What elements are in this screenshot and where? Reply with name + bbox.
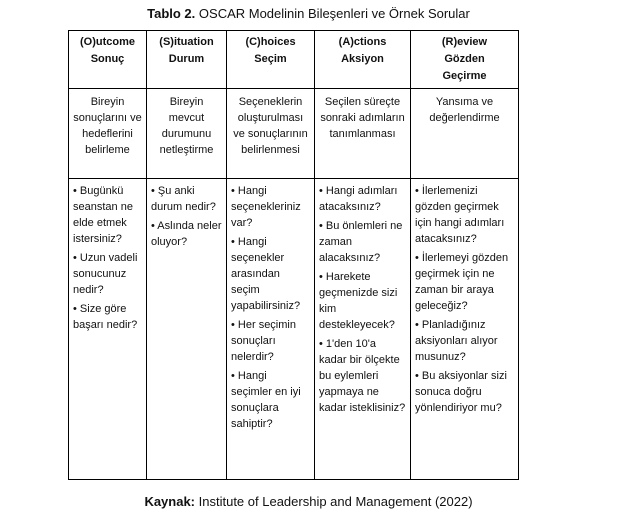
description-actions: Seçilen süreçte sonraki adımların tanımlanması: [315, 89, 411, 179]
description-outcome: Bireyin sonuçlarını ve hedeflerini belirleme: [69, 89, 147, 179]
header-actions-tr: Aksiyon: [341, 53, 384, 65]
description-review: Yansıma ve değerlendirme: [411, 89, 519, 179]
header-situation-tr: Durum: [168, 53, 205, 65]
question-item: • Hangi seçenekler arasından seçim yapabilirsiniz?: [231, 236, 301, 312]
header-choices-tr: Seçim: [254, 53, 287, 65]
question-item: • Harekete geçmenizde sizi kim destekleyecek?: [319, 271, 398, 331]
header-actions: [315, 31, 411, 89]
question-item: • Hangi seçimler en iyi sonuçlara sahiptir?: [231, 370, 301, 430]
header-situation: [147, 31, 227, 89]
header-review: [411, 31, 519, 89]
question-item: • 1'den 10'a kadar bir ölçekte bu eylemleri yapmaya ne kadar isteklisiniz?: [319, 338, 406, 414]
questions-choices: [227, 179, 315, 480]
question-item: • İlerlemenizi gözden geçirmek için hangi adımları atacaksınız?: [415, 185, 505, 245]
question-item: • Her seçimin sonuçları nelerdir?: [231, 319, 296, 363]
header-review-tr-1: Gözden: [444, 53, 485, 65]
questions-outcome: [69, 179, 147, 480]
table-source: [0, 494, 617, 510]
header-outcome: [69, 31, 147, 89]
header-actions-en: (A)ctions: [338, 36, 387, 48]
table-source-text: Institute of Leadership and Management (2022): [198, 494, 473, 509]
question-item: • Bugünkü seanstan ne elde etmek istersiniz?: [73, 185, 133, 245]
header-review-tr-2: Geçirme: [442, 70, 487, 82]
question-item: • Bu önlemleri ne zaman alacaksınız?: [319, 220, 403, 264]
question-item: • Hangi adımları atacaksınız?: [319, 185, 398, 213]
question-item: • İlerlemeyi gözden geçirmek için ne zaman bir araya geleceğiz?: [415, 252, 509, 312]
header-choices-en: (C)hoices: [245, 36, 296, 48]
oscar-table: [68, 30, 519, 480]
header-situation-en: (S)ituation: [159, 36, 214, 48]
header-outcome-tr: Sonuç: [90, 53, 125, 65]
questions-situation: [147, 179, 227, 480]
question-item: • Size göre başarı nedir?: [73, 303, 138, 331]
table-source-label: Kaynak:: [144, 494, 196, 509]
table-caption-text: OSCAR Modelinin Bileşenleri ve Örnek Sorular: [198, 6, 470, 21]
table-caption-label: Tablo 2.: [147, 6, 196, 21]
questions-actions: [315, 179, 411, 480]
questions-review: [411, 179, 519, 480]
table-caption: [0, 6, 617, 22]
question-item: • Bu aksiyonlar sizi sonuca doğru yönlendiriyor mu?: [415, 370, 507, 414]
header-choices: [227, 31, 315, 89]
header-outcome-en: (O)utcome: [80, 36, 135, 48]
description-choices: Seçeneklerin oluşturulması ve sonuçlarının belirlenmesi: [227, 89, 315, 179]
description-row: [69, 89, 519, 179]
question-item: • Planladığınız aksiyonları alıyor musunuz?: [415, 319, 498, 363]
question-item: • Uzun vadeli sonucunuz nedir?: [73, 252, 138, 296]
questions-row: [69, 179, 519, 480]
header-row: [69, 31, 519, 89]
question-item: • Aslında neler oluyor?: [151, 220, 222, 248]
question-item: • Şu anki durum nedir?: [151, 185, 216, 213]
question-item: • Hangi seçenekleriniz var?: [231, 185, 301, 229]
description-situation: Bireyin mevcut durumunu netleştirme: [147, 89, 227, 179]
header-review-en: (R)eview: [441, 36, 488, 48]
